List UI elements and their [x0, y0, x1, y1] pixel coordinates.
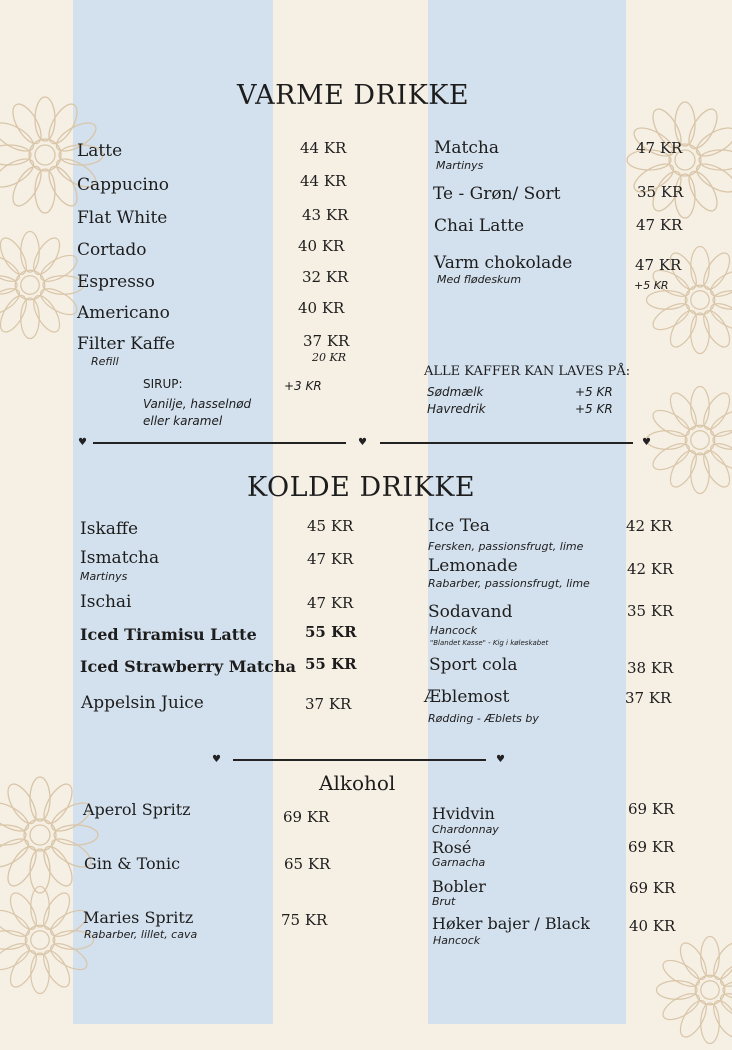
menu-item-subtitle: Rabarber, lillet, cava [84, 928, 198, 941]
menu-item-price: 44 KR [300, 172, 347, 190]
menu-item-name: Bobler [432, 877, 486, 896]
menu-item-price: 75 KR [281, 911, 328, 929]
menu-item-subtitle: Refill [91, 355, 119, 368]
menu-item-name: Te - Grøn/ Sort [433, 184, 561, 204]
menu-item-price: 47 KR [635, 256, 682, 274]
divider-line [93, 442, 346, 444]
menu-item-name: Sport cola [429, 655, 518, 675]
menu-item-name: Ischai [80, 592, 132, 612]
menu-item-price: 43 KR [302, 206, 349, 224]
menu-item-price: 35 KR [637, 183, 684, 201]
menu-item-name: Cortado [77, 240, 147, 260]
menu-item-price: 37 KR [303, 332, 350, 350]
menu-item-subtitle: Fersken, passionsfrugt, lime [428, 540, 584, 553]
sunflower-outline-icon [650, 930, 732, 1050]
milk-option-price: +5 KR [575, 402, 613, 416]
alle-kaffer-title: ALLE KAFFER KAN LAVES PÅ: [424, 364, 631, 379]
menu-item-price: 45 KR [307, 517, 354, 535]
menu-item-name: Espresso [77, 272, 155, 292]
menu-item-price: 47 KR [307, 594, 354, 612]
menu-item-price: 40 KR [629, 917, 676, 935]
menu-item-sub-price: +5 KR [634, 279, 669, 292]
menu-item-price: 42 KR [626, 517, 673, 535]
menu-item-price: 65 KR [284, 855, 331, 873]
menu-item-subtitle: Med flødeskum [437, 273, 522, 286]
heart-icon: ♥ [78, 437, 87, 448]
menu-item-name: Chai Latte [434, 216, 525, 236]
menu-item-price: 47 KR [307, 550, 354, 568]
menu-item-subtitle: Martinys [436, 159, 484, 172]
section-title-varme: VARME DRIKKE [237, 80, 470, 111]
menu-item-name: Matcha [434, 138, 499, 158]
milk-option-name: Sødmælk [427, 385, 484, 399]
menu-item-name: Høker bajer / Black [432, 914, 590, 933]
sirup-price: +3 KR [284, 379, 322, 393]
menu-item-price: 32 KR [302, 268, 349, 286]
menu-item-name: Iced Strawberry Matcha [80, 657, 296, 676]
sirup-options: eller karamel [143, 414, 223, 428]
menu-item-name: Cappucino [77, 175, 169, 195]
menu-item-price: 69 KR [628, 800, 675, 818]
menu-item-name: Appelsin Juice [81, 693, 204, 713]
menu-item-subtitle: Rødding - Æblets by [428, 712, 539, 725]
menu-item-name: Iced Tiramisu Latte [80, 625, 257, 644]
section-title-kolde: KOLDE DRIKKE [247, 472, 476, 503]
menu-item-price: 40 KR [298, 299, 345, 317]
menu-item-price: 35 KR [627, 602, 674, 620]
menu-item-price: 55 KR [305, 655, 357, 673]
menu-item-name: Sodavand [428, 602, 513, 622]
menu-item-name: Iskaffe [80, 519, 139, 539]
section-title-alkohol: Alkohol [319, 771, 396, 795]
menu-item-price: 69 KR [628, 838, 675, 856]
menu-item-price: 69 KR [629, 879, 676, 897]
heart-icon: ♥ [212, 754, 221, 765]
milk-option-price: +5 KR [575, 385, 613, 399]
menu-item-subtitle: Martinys [80, 570, 128, 583]
milk-option-name: Havredrik [427, 402, 486, 416]
heart-icon: ♥ [496, 754, 505, 765]
menu-item-subtitle: Rabarber, passionsfrugt, lime [428, 577, 590, 590]
menu-item-price: 37 KR [305, 695, 352, 713]
menu-item-name: Filter Kaffe [77, 334, 176, 354]
divider-line [380, 442, 633, 444]
menu-item-name: Gin & Tonic [84, 854, 181, 873]
menu-item-name: Maries Spritz [83, 908, 194, 927]
menu-item-subtitle: Garnacha [432, 856, 486, 869]
sirup-options: Vanilje, hasselnød [143, 397, 252, 411]
sunflower-outline-icon [640, 380, 732, 500]
divider-line [233, 759, 486, 761]
menu-item-price: 38 KR [627, 659, 674, 677]
heart-icon: ♥ [642, 437, 651, 448]
menu-item-subtitle: Brut [432, 895, 456, 908]
menu-item-price: 37 KR [625, 689, 672, 707]
menu-item-subtitle: Chardonnay [432, 823, 499, 836]
menu-item-name: Varm chokolade [434, 253, 573, 273]
sirup-label: SIRUP: [143, 377, 183, 391]
menu-item-name: Aperol Spritz [83, 800, 191, 819]
menu-item-price: 42 KR [627, 560, 674, 578]
menu-item-name: Hvidvin [432, 804, 495, 823]
menu-item-sub-price: 20 KR [312, 351, 346, 364]
menu-item-price: 55 KR [305, 623, 357, 641]
menu-item-note: "Blandet Kasse" - Kig i køleskabet [430, 639, 549, 647]
menu-item-price: 40 KR [298, 237, 345, 255]
menu-item-subtitle: Hancock [433, 934, 481, 947]
menu-item-price: 44 KR [300, 139, 347, 157]
sunflower-outline-icon [620, 95, 732, 225]
menu-item-price: 47 KR [636, 216, 683, 234]
heart-icon: ♥ [358, 437, 367, 448]
menu-item-subtitle: Hancock [430, 624, 478, 637]
menu-item-price: 69 KR [283, 808, 330, 826]
menu-item-name: Æblemost [424, 687, 510, 707]
menu-item-name: Ismatcha [80, 548, 160, 568]
menu-item-name: Americano [77, 303, 170, 323]
menu-item-name: Rosé [432, 838, 472, 857]
menu-item-name: Flat White [77, 208, 168, 228]
menu-item-name: Latte [77, 141, 123, 161]
menu-item-name: Ice Tea [428, 516, 490, 536]
menu-item-price: 47 KR [636, 139, 683, 157]
menu-item-name: Lemonade [428, 556, 518, 576]
